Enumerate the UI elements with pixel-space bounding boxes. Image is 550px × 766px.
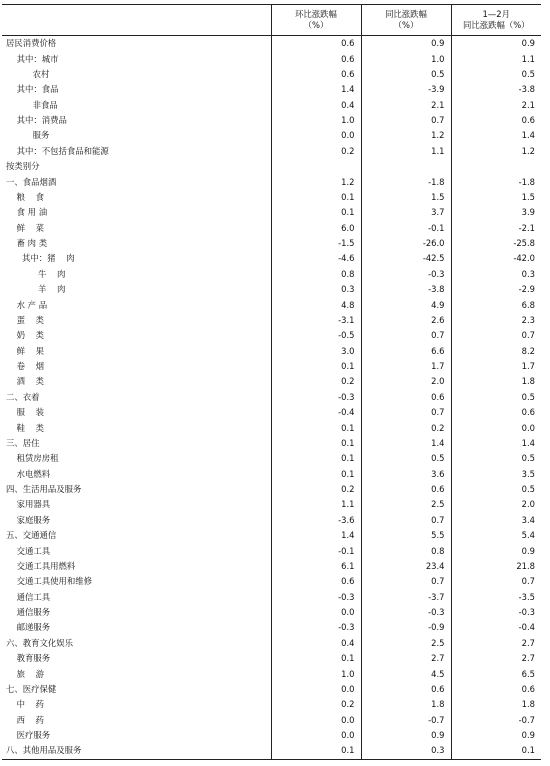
cell-mom: -3.1	[271, 313, 361, 328]
cell-ytd: -3.5	[451, 590, 541, 605]
row-label: 食 用 油	[6, 207, 48, 218]
header-yoy-title: 同比涨跌幅	[385, 9, 427, 19]
cell-mom: 0.0	[271, 728, 361, 743]
table-row	[2, 297, 541, 312]
row-label: 羊 肉	[6, 284, 66, 295]
cell-ytd: -0.3	[451, 605, 541, 620]
cell-ytd: 1.8	[451, 374, 541, 389]
cell-yoy: 1.5	[361, 190, 451, 205]
cell-mom: 0.1	[271, 205, 361, 220]
cell-yoy: -0.3	[361, 605, 451, 620]
table-header	[2, 5, 541, 36]
cell-yoy: 3.6	[361, 467, 451, 482]
table-row	[2, 251, 541, 266]
cell-ytd: 1.8	[451, 697, 541, 712]
header-mom	[271, 5, 361, 36]
cell-mom: 0.6	[271, 36, 361, 52]
cell-mom: 0.4	[271, 636, 361, 651]
row-label: 水电燃料	[6, 468, 51, 479]
row-label: 医疗服务	[6, 730, 51, 741]
cell-mom	[271, 159, 361, 174]
row-label: 教育服务	[6, 653, 51, 664]
cell-yoy: 0.5	[361, 451, 451, 466]
row-label: 卷 烟	[6, 361, 45, 372]
header-yoy-unit: （%）	[393, 20, 419, 30]
cpi-table	[2, 4, 541, 760]
table-row	[2, 174, 541, 189]
cell-mom: 1.0	[271, 666, 361, 681]
cell-mom: -0.5	[271, 328, 361, 343]
cell-mom: 1.4	[271, 82, 361, 97]
table-row	[2, 82, 541, 97]
cell-yoy: -0.3	[361, 267, 451, 282]
table-row	[2, 682, 541, 697]
row-label: 交通工具使用和维修	[6, 576, 93, 587]
cell-ytd: 0.9	[451, 728, 541, 743]
cell-yoy: 4.9	[361, 297, 451, 312]
table-row	[2, 190, 541, 205]
cell-ytd: 1.7	[451, 359, 541, 374]
cell-yoy: -42.5	[361, 251, 451, 266]
row-label: 六、教育文化娱乐	[6, 637, 73, 648]
table-row	[2, 98, 541, 113]
header-ytd-title: 同比涨跌幅（%）	[462, 20, 530, 30]
cell-ytd: -2.9	[451, 282, 541, 297]
cell-yoy: 0.9	[361, 36, 451, 52]
table-row	[2, 605, 541, 620]
row-label: 农村	[6, 68, 50, 79]
row-label: 西 药	[6, 714, 45, 725]
cell-mom: 0.2	[271, 144, 361, 159]
row-label: 服 装	[6, 407, 45, 418]
row-label: 二、衣着	[6, 391, 40, 402]
row-label: 家用器具	[6, 499, 51, 510]
table-row	[2, 282, 541, 297]
table-row	[2, 743, 541, 759]
cell-yoy: 1.7	[361, 359, 451, 374]
cell-yoy: 6.6	[361, 344, 451, 359]
cell-yoy: 0.6	[361, 390, 451, 405]
table-row	[2, 697, 541, 712]
table-row	[2, 513, 541, 528]
cell-yoy: 2.5	[361, 636, 451, 651]
cell-yoy: -3.9	[361, 82, 451, 97]
cell-mom: 0.0	[271, 605, 361, 620]
cell-yoy: 1.8	[361, 697, 451, 712]
cell-mom: -0.3	[271, 390, 361, 405]
table-row	[2, 359, 541, 374]
cell-mom: 0.1	[271, 436, 361, 451]
cell-yoy: 0.7	[361, 113, 451, 128]
cell-ytd: 0.7	[451, 328, 541, 343]
table-row	[2, 405, 541, 420]
table-row	[2, 620, 541, 635]
table-row	[2, 420, 541, 435]
row-label: 按类别分	[6, 161, 40, 172]
cell-mom: 0.6	[271, 51, 361, 66]
cell-ytd: 21.8	[451, 559, 541, 574]
cell-mom: 0.0	[271, 682, 361, 697]
cell-mom: 0.2	[271, 697, 361, 712]
cell-yoy: -0.9	[361, 620, 451, 635]
cell-mom: 0.0	[271, 128, 361, 143]
header-ytd-period: 1—2月	[482, 9, 510, 19]
cell-mom: 0.1	[271, 651, 361, 666]
cell-ytd: -2.1	[451, 221, 541, 236]
row-label: 通信服务	[6, 607, 51, 618]
row-label: 水 产 品	[6, 299, 48, 310]
cell-mom: 0.3	[271, 282, 361, 297]
cell-ytd: 1.5	[451, 190, 541, 205]
table-row	[2, 574, 541, 589]
cell-yoy: -0.1	[361, 221, 451, 236]
header-item	[2, 5, 271, 36]
cell-ytd: 3.9	[451, 205, 541, 220]
row-label: 八、其他用品及服务	[2, 743, 271, 759]
table-row	[2, 344, 541, 359]
row-label: 租赁房房租	[6, 453, 59, 464]
cell-yoy: 2.1	[361, 98, 451, 113]
cell-ytd: 2.7	[451, 651, 541, 666]
table-row	[2, 313, 541, 328]
cell-yoy	[361, 159, 451, 174]
cell-mom: -0.4	[271, 405, 361, 420]
cell-ytd: 0.1	[451, 743, 541, 759]
table-row	[2, 390, 541, 405]
row-label: 其中：食品	[6, 84, 59, 95]
cell-ytd: 5.4	[451, 528, 541, 543]
row-label: 鲜 果	[6, 345, 45, 356]
row-label: 三、居住	[6, 437, 40, 448]
table-row	[2, 543, 541, 558]
table-row	[2, 467, 541, 482]
cell-ytd: 2.0	[451, 497, 541, 512]
cell-yoy: -0.7	[361, 713, 451, 728]
cell-ytd: 0.6	[451, 113, 541, 128]
table-row	[2, 451, 541, 466]
cell-yoy: 1.2	[361, 128, 451, 143]
cell-yoy: 0.8	[361, 543, 451, 558]
cell-ytd: 0.5	[451, 482, 541, 497]
row-label: 四、生活用品及服务	[6, 484, 82, 495]
row-label: 家庭服务	[6, 514, 51, 525]
table-row	[2, 67, 541, 82]
cell-ytd: 8.2	[451, 344, 541, 359]
cell-ytd: -25.8	[451, 236, 541, 251]
row-label: 居民消费价格	[6, 38, 57, 49]
cell-ytd: 0.9	[451, 543, 541, 558]
cell-mom: -0.3	[271, 620, 361, 635]
cell-yoy: -3.8	[361, 282, 451, 297]
cell-ytd: 1.2	[451, 144, 541, 159]
table-row	[2, 205, 541, 220]
cell-ytd: -3.8	[451, 82, 541, 97]
cell-ytd: -0.7	[451, 713, 541, 728]
row-label: 奶 类	[6, 330, 45, 341]
cell-yoy: 0.6	[361, 682, 451, 697]
table-row	[2, 36, 541, 52]
row-label: 其中：不包括食品和能源	[6, 145, 109, 156]
cell-yoy: 1.0	[361, 51, 451, 66]
table-row	[2, 482, 541, 497]
row-label: 其中：猪 肉	[6, 253, 75, 264]
cell-ytd: 0.5	[451, 451, 541, 466]
row-label: 中 药	[6, 699, 45, 710]
table-row	[2, 267, 541, 282]
header-mom-unit: （%）	[303, 20, 329, 30]
cell-yoy: 2.7	[361, 651, 451, 666]
table-row	[2, 128, 541, 143]
cell-mom: 0.1	[271, 359, 361, 374]
cell-ytd: 6.5	[451, 666, 541, 681]
table-row	[2, 221, 541, 236]
cell-mom: -4.6	[271, 251, 361, 266]
table-row	[2, 236, 541, 251]
cell-mom: 1.2	[271, 174, 361, 189]
cell-yoy: -3.7	[361, 590, 451, 605]
row-label: 邮递服务	[6, 622, 51, 633]
header-mom-title: 环比涨跌幅	[295, 9, 337, 19]
cell-ytd: 2.3	[451, 313, 541, 328]
cell-ytd: 0.5	[451, 67, 541, 82]
table-row	[2, 713, 541, 728]
cell-yoy: 1.4	[361, 436, 451, 451]
row-label: 五、交通通信	[6, 530, 57, 541]
row-label: 酒 类	[6, 376, 45, 387]
cell-ytd	[451, 159, 541, 174]
cell-ytd: 2.1	[451, 98, 541, 113]
cell-ytd: 0.9	[451, 36, 541, 52]
cell-yoy: 4.5	[361, 666, 451, 681]
row-label: 畜 肉 类	[6, 238, 48, 249]
cell-yoy: 0.7	[361, 574, 451, 589]
row-label: 交通工具	[6, 545, 51, 556]
row-label: 其中：消费品	[6, 115, 67, 126]
cell-mom: 0.2	[271, 482, 361, 497]
header-ytd	[451, 5, 541, 36]
cell-mom: 6.0	[271, 221, 361, 236]
cell-mom: 4.8	[271, 297, 361, 312]
cell-mom: 0.1	[271, 467, 361, 482]
table-row	[2, 374, 541, 389]
cell-yoy: 0.7	[361, 513, 451, 528]
cell-mom: 0.6	[271, 67, 361, 82]
cell-ytd: 3.4	[451, 513, 541, 528]
table-row	[2, 328, 541, 343]
cell-yoy: 0.5	[361, 67, 451, 82]
table-row	[2, 666, 541, 681]
cell-mom: 1.4	[271, 528, 361, 543]
row-label: 服务	[6, 130, 50, 141]
cell-yoy: 3.7	[361, 205, 451, 220]
cell-ytd: 0.6	[451, 405, 541, 420]
row-label: 一、食品烟酒	[6, 176, 57, 187]
cell-ytd: -1.8	[451, 174, 541, 189]
cell-yoy: 0.3	[361, 743, 451, 759]
cell-mom: 0.1	[271, 420, 361, 435]
table-body	[2, 36, 541, 760]
cell-yoy: 0.2	[361, 420, 451, 435]
cell-mom: 0.2	[271, 374, 361, 389]
cell-mom: 0.1	[271, 451, 361, 466]
cell-ytd: 6.8	[451, 297, 541, 312]
cell-mom: 0.1	[271, 190, 361, 205]
cell-mom: 0.0	[271, 713, 361, 728]
cell-ytd: 0.5	[451, 390, 541, 405]
cell-yoy: 0.7	[361, 328, 451, 343]
cell-ytd: 0.6	[451, 682, 541, 697]
cell-mom: 3.0	[271, 344, 361, 359]
table-row	[2, 144, 541, 159]
cell-yoy: 2.0	[361, 374, 451, 389]
table-row	[2, 728, 541, 743]
cell-yoy: 0.6	[361, 482, 451, 497]
cell-yoy: 0.7	[361, 405, 451, 420]
cell-mom: 1.0	[271, 113, 361, 128]
row-label: 粮 食	[6, 191, 45, 202]
table-row	[2, 590, 541, 605]
table-row	[2, 436, 541, 451]
cell-yoy: -1.8	[361, 174, 451, 189]
cell-yoy: 23.4	[361, 559, 451, 574]
cell-yoy: -26.0	[361, 236, 451, 251]
table-row	[2, 51, 541, 66]
cell-mom: -0.3	[271, 590, 361, 605]
cell-mom: 1.1	[271, 497, 361, 512]
table-row	[2, 559, 541, 574]
table-row	[2, 497, 541, 512]
row-label: 交通工具用燃料	[6, 560, 76, 571]
cell-ytd: 1.1	[451, 51, 541, 66]
row-label: 牛 肉	[6, 268, 66, 279]
cell-yoy: 0.9	[361, 728, 451, 743]
row-label: 鞋 类	[6, 422, 45, 433]
table-row	[2, 636, 541, 651]
cell-ytd: -42.0	[451, 251, 541, 266]
cell-ytd: 3.5	[451, 467, 541, 482]
cell-mom: 6.1	[271, 559, 361, 574]
cell-ytd: 1.4	[451, 436, 541, 451]
row-label: 非食品	[6, 99, 58, 110]
cell-ytd: 0.3	[451, 267, 541, 282]
cell-ytd: 2.7	[451, 636, 541, 651]
cell-mom: 0.4	[271, 98, 361, 113]
cell-ytd: 1.4	[451, 128, 541, 143]
cell-mom: -0.1	[271, 543, 361, 558]
cell-mom: 0.1	[271, 743, 361, 759]
table-row	[2, 528, 541, 543]
cell-ytd: -0.4	[451, 620, 541, 635]
cell-mom: -1.5	[271, 236, 361, 251]
table-row	[2, 113, 541, 128]
cell-mom: 0.6	[271, 574, 361, 589]
table-row	[2, 651, 541, 666]
row-label: 旅 游	[6, 668, 45, 679]
cell-yoy: 2.6	[361, 313, 451, 328]
row-label: 通信工具	[6, 591, 51, 602]
cell-mom: -3.6	[271, 513, 361, 528]
cell-ytd: 0.7	[451, 574, 541, 589]
header-yoy	[361, 5, 451, 36]
cell-mom: 0.8	[271, 267, 361, 282]
row-label: 其中：城市	[6, 53, 59, 64]
cell-yoy: 1.1	[361, 144, 451, 159]
table-row	[2, 159, 541, 174]
row-label: 七、医疗保健	[6, 683, 57, 694]
row-label: 蛋 类	[6, 314, 45, 325]
cell-ytd: 0.0	[451, 420, 541, 435]
cell-yoy: 2.5	[361, 497, 451, 512]
cell-yoy: 5.5	[361, 528, 451, 543]
row-label: 鲜 菜	[6, 222, 45, 233]
